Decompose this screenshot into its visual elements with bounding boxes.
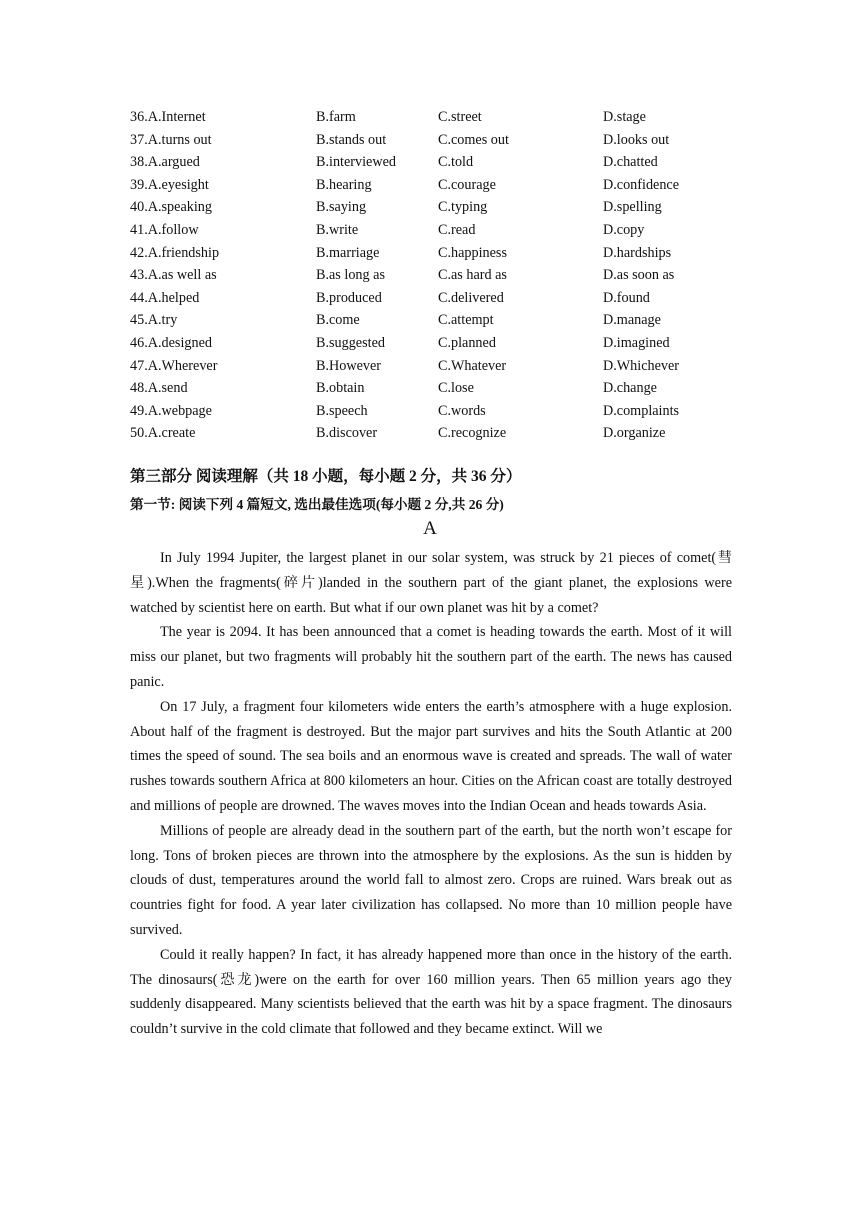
option-b: B.produced xyxy=(316,289,382,306)
option-c: C.attempt xyxy=(438,312,494,329)
passage-paragraph: Could it really happen? In fact, it has already happened more than once in the history of the earth. The dinosaurs(恐龙)were on the earth for over 160 million years. Then 65 million years ago they suddenly disappeared. Many scientists believed that the earth was hit by a space fragment. The dinosaurs couldn’t survive in the cold climate that followed and they became extinct. Will we xyxy=(130,946,732,1038)
option-b: B.stands out xyxy=(316,131,387,148)
option-b: B.hearing xyxy=(316,176,372,193)
option-b: B.obtain xyxy=(316,380,365,397)
option-b: B.However xyxy=(316,357,382,374)
passage-paragraph: The year is 2094. It has been announced that a comet is heading towards the earth. Most of it will miss our planet, but two fragments will probably hit the southern part of the earth. The news has caused panic. xyxy=(130,624,732,690)
option-c: C.recognize xyxy=(438,425,507,442)
option-a: 44.A.helped xyxy=(130,289,200,306)
option-c: C.read xyxy=(438,221,476,238)
option-a: 46.A.designed xyxy=(130,334,212,351)
option-a: 37.A.turns out xyxy=(130,131,212,148)
option-c: C.Whatever xyxy=(438,357,507,374)
option-b: B.come xyxy=(316,312,360,329)
option-c: C.told xyxy=(438,154,474,171)
option-a: 39.A.eyesight xyxy=(130,176,209,193)
option-d: D.Whichever xyxy=(603,357,680,374)
question-row xyxy=(130,174,740,197)
question-row xyxy=(130,106,740,129)
option-d: D.complaints xyxy=(603,402,680,419)
option-d: D.as soon as xyxy=(603,267,675,284)
section-title: 第一节: 阅读下列 4 篇短文, 选出最佳选项(每小题 2 分,共 26 分) xyxy=(130,497,504,512)
part-title: 第三部分 阅读理解（共 18 小题，每小题 2 分，共 36 分） xyxy=(130,468,522,485)
option-b: B.as long as xyxy=(316,267,385,284)
option-d: D.imagined xyxy=(603,334,670,351)
option-d: D.copy xyxy=(603,221,645,238)
question-row xyxy=(130,242,740,265)
option-a: 43.A.as well as xyxy=(130,267,217,284)
option-b: B.farm xyxy=(316,109,356,125)
option-b: B.write xyxy=(316,221,359,238)
passage-paragraph: Millions of people are already dead in the southern part of the earth, but the north won’t escape for long. Tons of broken pieces are thrown into the atmosphere by the explosions. As the sun is hidden by clouds of dust, temperatures around the world fall to almost zero. Crops are ruined. Wars break out as countries fight for food. A year later civilization has collapsed. No more than 10 million people have survived. xyxy=(130,822,732,938)
reading-passage xyxy=(130,546,732,1042)
question-row xyxy=(130,264,740,287)
question-row xyxy=(130,377,740,400)
option-c: C.street xyxy=(438,109,482,125)
question-row xyxy=(130,422,740,445)
option-c: C.planned xyxy=(438,334,496,351)
passage-label: A xyxy=(423,518,437,539)
option-a: 48.A.send xyxy=(130,380,188,397)
option-a: 41.A.follow xyxy=(130,221,199,238)
option-c: C.courage xyxy=(438,176,496,193)
question-row xyxy=(130,355,740,378)
question-row xyxy=(130,332,740,355)
option-b: B.saying xyxy=(316,199,367,216)
passage-paragraph: On 17 July, a fragment four kilometers wide enters the earth’s atmosphere with a huge explosion. About half of the fragment is destroyed. But the major part survives and hits the South Atlantic at 200 times the speed of sound. The sea boils and an enormous wave is created and spreads. The wall of water rushes towards southern Africa at 800 kilometers an hour. Cities on the African coast are totally destroyed and millions of people are drowned. The waves moves into the Indian Ocean and heads towards Asia. xyxy=(130,698,732,814)
option-d: D.chatted xyxy=(603,154,658,171)
option-b: B.discover xyxy=(316,425,378,442)
option-c: C.as hard as xyxy=(438,267,507,284)
option-c: C.lose xyxy=(438,380,474,397)
option-a: 38.A.argued xyxy=(130,154,200,171)
option-d: D.hardships xyxy=(603,244,672,261)
passage-paragraph: In July 1994 Jupiter, the largest planet in our solar system, was struck by 21 pieces of comet(彗星).When the fragments(碎片)landed in the southern part of the giant planet, the explosions were watched by scientist here on earth. But what if our own planet was hit by a comet? xyxy=(130,550,732,616)
question-row xyxy=(130,129,740,152)
option-c: C.words xyxy=(438,402,486,419)
option-b: B.suggested xyxy=(316,334,385,351)
question-row xyxy=(130,309,740,332)
option-a: 47.A.Wherever xyxy=(130,357,218,374)
option-a: 50.A.create xyxy=(130,425,196,442)
option-a: 45.A.try xyxy=(130,312,178,329)
option-d: D.stage xyxy=(603,109,646,125)
option-b: B.marriage xyxy=(316,244,380,261)
question-row xyxy=(130,196,740,219)
option-a: 36.A.Internet xyxy=(130,109,206,125)
option-b: B.speech xyxy=(316,402,368,419)
option-d: D.organize xyxy=(603,425,666,442)
option-d: D.confidence xyxy=(603,176,680,193)
question-row xyxy=(130,287,740,310)
option-d: D.spelling xyxy=(603,199,662,216)
question-row xyxy=(130,151,740,174)
option-d: D.manage xyxy=(603,312,661,329)
option-d: D.change xyxy=(603,380,657,397)
option-c: C.comes out xyxy=(438,131,509,148)
question-row xyxy=(130,400,740,423)
option-d: D.found xyxy=(603,289,650,306)
option-a: 49.A.webpage xyxy=(130,402,212,419)
option-d: D.looks out xyxy=(603,131,670,148)
option-a: 40.A.speaking xyxy=(130,199,212,216)
question-row xyxy=(130,219,740,242)
option-c: C.delivered xyxy=(438,289,504,306)
option-a: 42.A.friendship xyxy=(130,244,220,261)
option-c: C.happiness xyxy=(438,244,507,261)
option-b: B.interviewed xyxy=(316,154,396,171)
option-c: C.typing xyxy=(438,199,488,216)
answer-choices-list xyxy=(130,106,740,445)
